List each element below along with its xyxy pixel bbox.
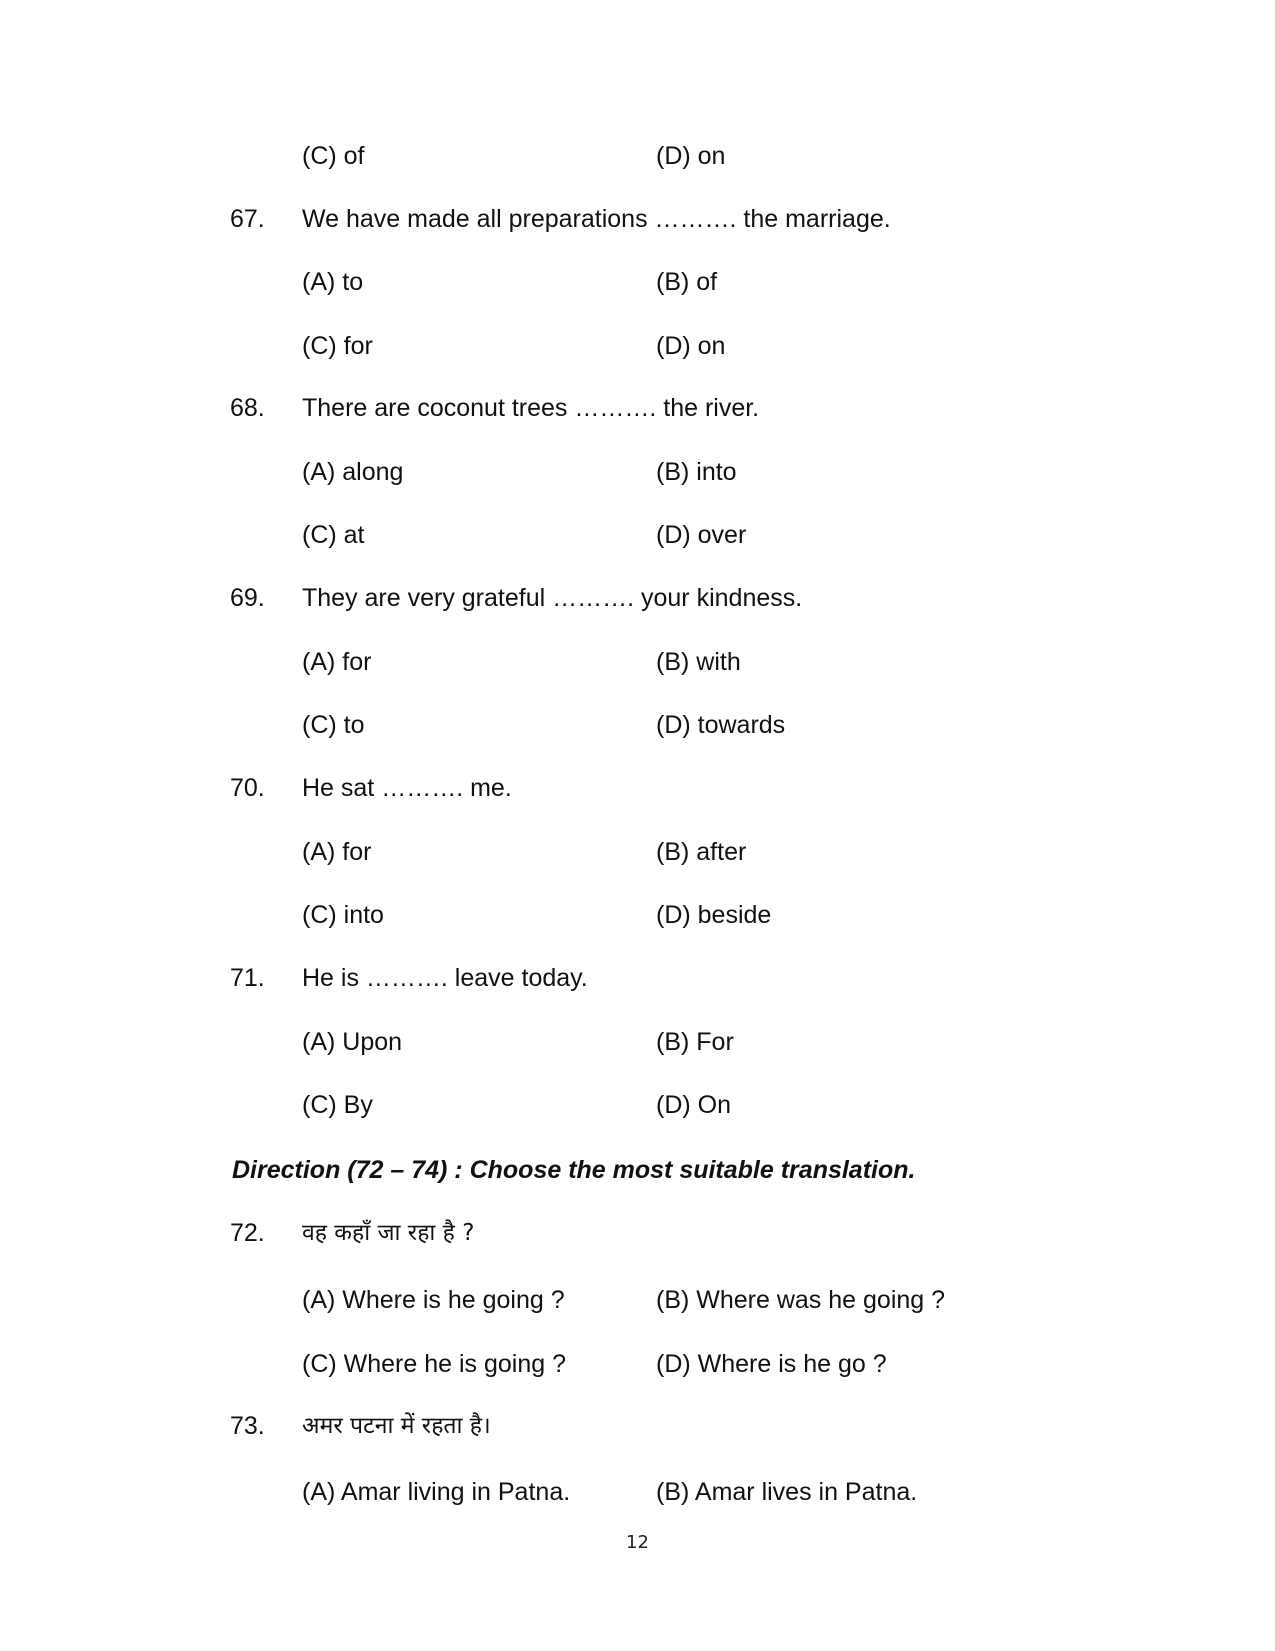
option-c: (C) to [302, 711, 365, 739]
page-number: 12 [626, 1532, 649, 1553]
question-number: 67. [230, 205, 265, 233]
option-a: (A) Upon [302, 1028, 403, 1056]
question-text: They are very grateful ………. your kindness. [302, 584, 803, 612]
option-c: (C) Where he is going ? [302, 1350, 567, 1378]
option-a: (A) Where is he going ? [302, 1286, 565, 1314]
option-c: (C) into [302, 901, 384, 929]
option-a: (A) for [302, 838, 372, 866]
option-d: (D) over [656, 521, 747, 549]
option-c: (C) By [302, 1091, 373, 1119]
section-direction: Direction (72 – 74) : Choose the most suitable translation. [232, 1156, 916, 1184]
option-d: (D) on [656, 332, 726, 360]
option-c: (C) at [302, 521, 365, 549]
option-d: (D) beside [656, 901, 772, 929]
option-a: (A) for [302, 648, 372, 676]
option-d: (D) On [656, 1091, 731, 1119]
question-number: 72. [230, 1219, 265, 1247]
option-d: (D) Where is he go ? [656, 1350, 887, 1378]
question-text: He is ………. leave today. [302, 964, 588, 992]
option-a: (A) to [302, 268, 364, 296]
option-b: (B) of [656, 268, 718, 296]
question-number: 68. [230, 394, 265, 422]
option-a: (A) along [302, 458, 404, 486]
option-b: (B) Where was he going ? [656, 1286, 946, 1314]
option-c: (C) for [302, 332, 373, 360]
option-b: (B) Amar lives in Patna. [656, 1478, 918, 1506]
question-text: He sat ………. me. [302, 774, 512, 802]
option-b: (B) with [656, 648, 741, 676]
question-text-hindi: अमर पटना में रहता है। [302, 1413, 491, 1439]
question-number: 70. [230, 774, 265, 802]
option-d: (D) towards [656, 711, 786, 739]
option-b: (B) into [656, 458, 737, 486]
question-text-hindi: वह कहाँ जा रहा है ? [302, 1220, 475, 1246]
option-a: (A) Amar living in Patna. [302, 1478, 571, 1506]
option-d: (D) on [656, 142, 726, 170]
question-text: There are coconut trees ………. the river. [302, 394, 760, 422]
question-text: We have made all preparations ………. the marriage. [302, 205, 891, 233]
option-b: (B) after [656, 838, 747, 866]
question-number: 69. [230, 584, 265, 612]
option-c: (C) of [302, 142, 365, 170]
option-b: (B) For [656, 1028, 734, 1056]
question-number: 71. [230, 964, 265, 992]
question-number: 73. [230, 1412, 265, 1440]
